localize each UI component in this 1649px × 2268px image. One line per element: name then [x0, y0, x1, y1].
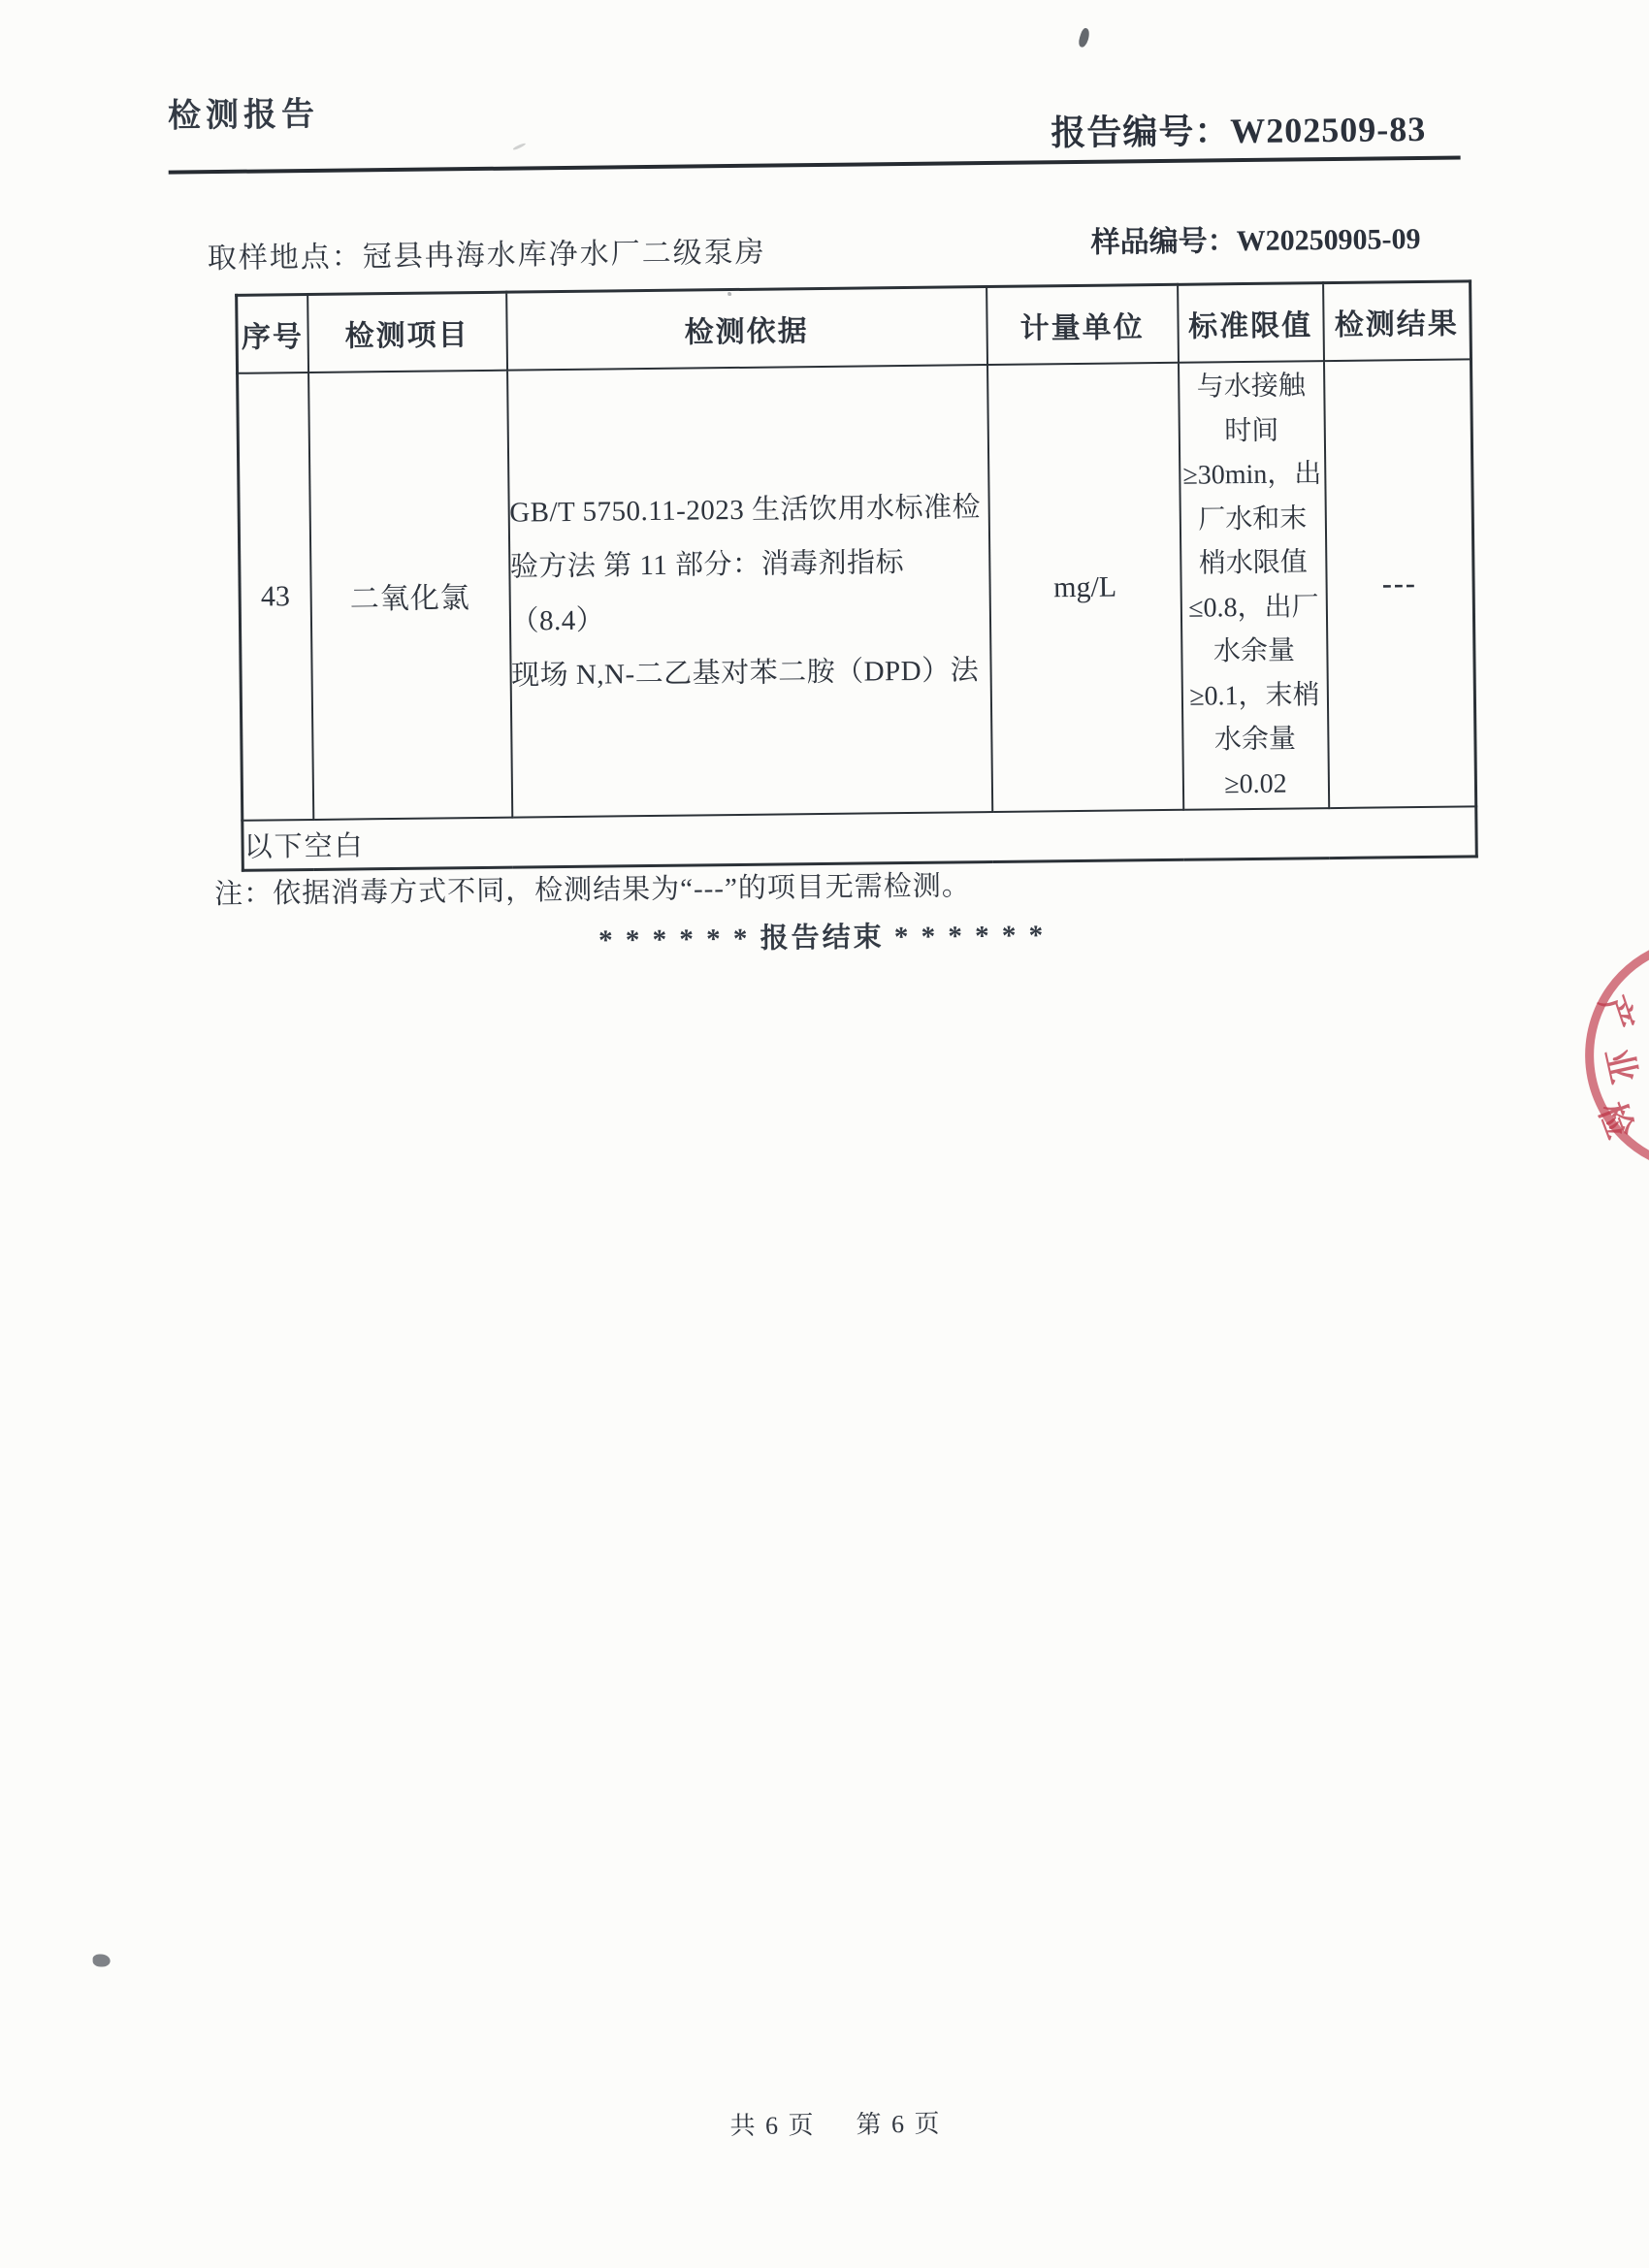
footnote: 注：依据消毒方式不同，检测结果为“---”的项目无需检测。	[213, 870, 972, 911]
scan-speck	[728, 292, 731, 296]
seal-character-fragment: 产	[1592, 990, 1640, 1037]
cell-item: 二氧化氯	[308, 371, 512, 820]
seal-character-fragment: 业	[1598, 1044, 1644, 1087]
col-header-index: 序号	[237, 294, 308, 373]
seal-character-fragment: 检	[1591, 1097, 1640, 1145]
header-divider	[169, 155, 1461, 174]
col-header-unit: 计量单位	[986, 284, 1179, 365]
cell-unit: mg/L	[987, 363, 1183, 812]
cell-index: 43	[238, 373, 313, 821]
page-footer	[11, 2095, 1649, 2150]
table-row	[238, 359, 1476, 820]
cell-result: ---	[1323, 359, 1475, 808]
col-header-limit: 标准限值	[1178, 283, 1324, 363]
table-header-row	[237, 281, 1471, 373]
col-header-result: 检测结果	[1323, 281, 1471, 361]
cell-limit: 与水接触 时间 ≥30min，出 厂水和末 梢水限值 ≤0.8，出厂 水余量 ≥0.1，末梢 水余量 ≥0.02	[1179, 361, 1329, 810]
col-header-basis: 检测依据	[506, 287, 987, 371]
scan-speck	[1077, 27, 1091, 49]
sample-number: 样品编号：W20250905-09	[1090, 222, 1421, 259]
col-header-item: 检测项目	[307, 292, 507, 373]
sampling-location: 取样地点：冠县冉海水库净水厂二级泵房	[207, 236, 766, 275]
report-end-line: * * * * * * 报告结束 * * * * * *	[598, 920, 1047, 956]
scan-speck	[93, 1954, 111, 1966]
total-pages: 共 6 页	[729, 2111, 816, 2141]
current-page: 第 6 页	[856, 2109, 942, 2139]
cell-basis: GB/T 5750.11-2023 生活饮用水标准检 验方法 第 11 部分：消毒剂指标（8.4） 现场 N,N-二乙基对苯二胺（DPD）法	[507, 365, 992, 818]
scan-speck	[512, 143, 526, 151]
results-table	[235, 279, 1478, 871]
page-title: 检测报告	[167, 95, 320, 135]
report-number: 报告编号：W202509-83	[1051, 109, 1427, 153]
blank-note: 以下空白	[242, 806, 1477, 870]
